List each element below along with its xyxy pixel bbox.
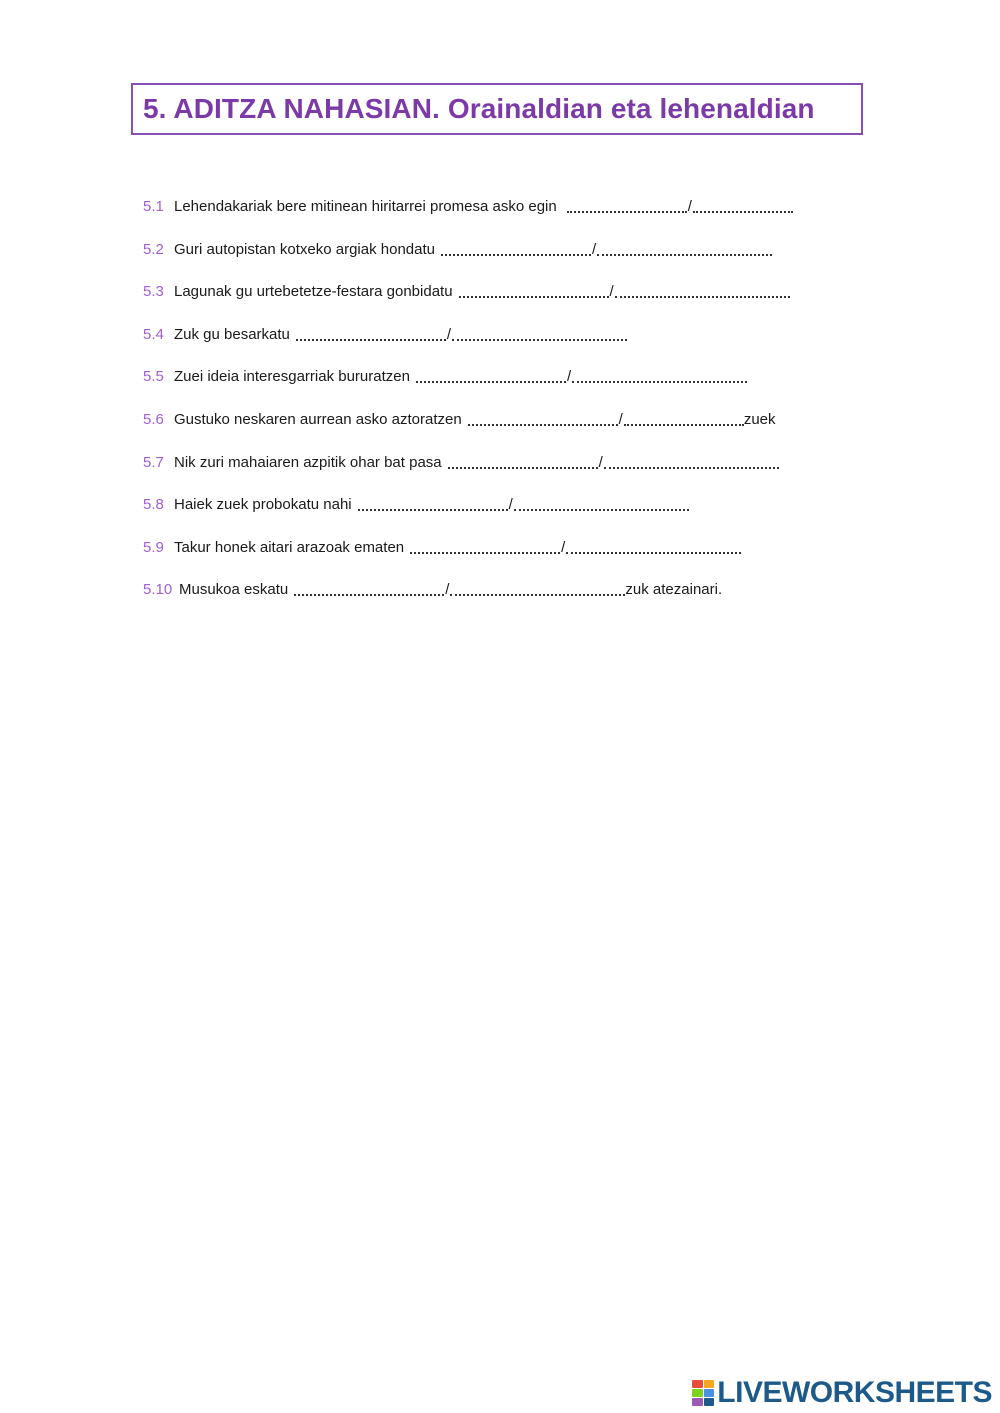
exercise-item — [143, 581, 903, 624]
separator: / — [598, 453, 603, 471]
exercise-sentence: Haiek zuek probokatu nahi — [174, 496, 352, 514]
exercise-number: 5.8 — [143, 496, 164, 514]
exercise-sentence: Guri autopistan kotxeko argiak hondatu — [174, 240, 435, 258]
exercise-item — [143, 198, 903, 241]
liveworksheets-logo-icon — [692, 1380, 714, 1406]
exercise-item — [143, 496, 903, 539]
answer-blank-past[interactable] — [624, 410, 744, 426]
separator: / — [618, 410, 623, 428]
exercise-sentence: Nik zuri mahaiaren azpitik ohar bat pasa — [174, 453, 442, 471]
exercise-number: 5.5 — [143, 368, 164, 386]
separator: / — [592, 240, 597, 258]
exercise-number: 5.1 — [143, 198, 164, 215]
answer-blank-present[interactable] — [459, 282, 609, 298]
separator: / — [561, 538, 566, 556]
separator: / — [445, 581, 450, 599]
exercise-sentence: Lagunak gu urtebetetze-festara gonbidatu — [174, 283, 453, 301]
answer-blank-past[interactable] — [450, 580, 625, 596]
answer-blank-present[interactable] — [294, 580, 444, 596]
exercise-suffix: zuk atezainari. — [625, 581, 723, 599]
answer-blank-present[interactable] — [416, 367, 566, 383]
brand-name: LIVEWORKSHEETS — [717, 1376, 992, 1409]
answer-blank-present[interactable] — [441, 240, 591, 256]
exercise-sentence: Zuk gu besarkatu — [174, 325, 290, 343]
separator: / — [508, 496, 513, 514]
exercise-number: 5.2 — [143, 240, 164, 258]
exercise-sentence: Gustuko neskaren aurrean asko aztoratzen — [174, 410, 462, 428]
footer-logo[interactable] — [692, 1376, 992, 1410]
exercise-item — [143, 368, 903, 411]
exercise-sentence: Lehendakariak bere mitinean hiritarrei promesa asko egin — [174, 198, 557, 215]
answer-blank-present[interactable] — [358, 495, 508, 511]
answer-blank-past[interactable] — [572, 367, 747, 383]
answer-blank-past[interactable] — [615, 282, 790, 298]
exercise-number: 5.7 — [143, 453, 164, 471]
answer-blank-past[interactable] — [604, 453, 779, 469]
answer-blank-present[interactable] — [448, 453, 598, 469]
exercise-sentence: Zuei ideia interesgarriak bururatzen — [174, 368, 410, 386]
exercise-sentence: Takur honek aitari arazoak ematen — [174, 538, 405, 556]
exercise-number: 5.4 — [143, 325, 164, 343]
separator: / — [566, 368, 572, 386]
exercise-item — [143, 241, 903, 284]
answer-blank-past[interactable] — [514, 495, 689, 511]
exercise-item — [143, 539, 903, 582]
answer-blank-past[interactable] — [452, 325, 627, 341]
exercise-number: 5.9 — [143, 538, 164, 556]
title-box — [131, 83, 863, 135]
answer-blank-past[interactable] — [566, 538, 741, 554]
page-title: 5. ADITZA NAHASIAN. Orainaldian eta lehenaldian — [143, 93, 815, 124]
exercise-number: 5.3 — [143, 283, 164, 301]
answer-blank-present[interactable] — [567, 197, 687, 213]
exercise-item — [143, 326, 903, 369]
answer-blank-past[interactable] — [693, 197, 793, 213]
answer-blank-present[interactable] — [296, 325, 446, 341]
exercise-number: 5.10 — [143, 581, 173, 599]
answer-blank-present[interactable] — [410, 538, 560, 554]
answer-blank-present[interactable] — [468, 410, 618, 426]
separator: / — [446, 325, 452, 343]
exercise-list — [143, 198, 903, 624]
exercise-sentence: Musukoa eskatu — [179, 581, 289, 599]
exercise-item — [143, 454, 903, 497]
exercise-item — [143, 283, 903, 326]
answer-blank-past[interactable] — [597, 240, 772, 256]
separator: / — [609, 283, 614, 301]
separator: / — [687, 198, 692, 215]
exercise-suffix: zuek — [743, 410, 776, 428]
exercise-number: 5.6 — [143, 410, 164, 428]
exercise-item — [143, 411, 903, 454]
